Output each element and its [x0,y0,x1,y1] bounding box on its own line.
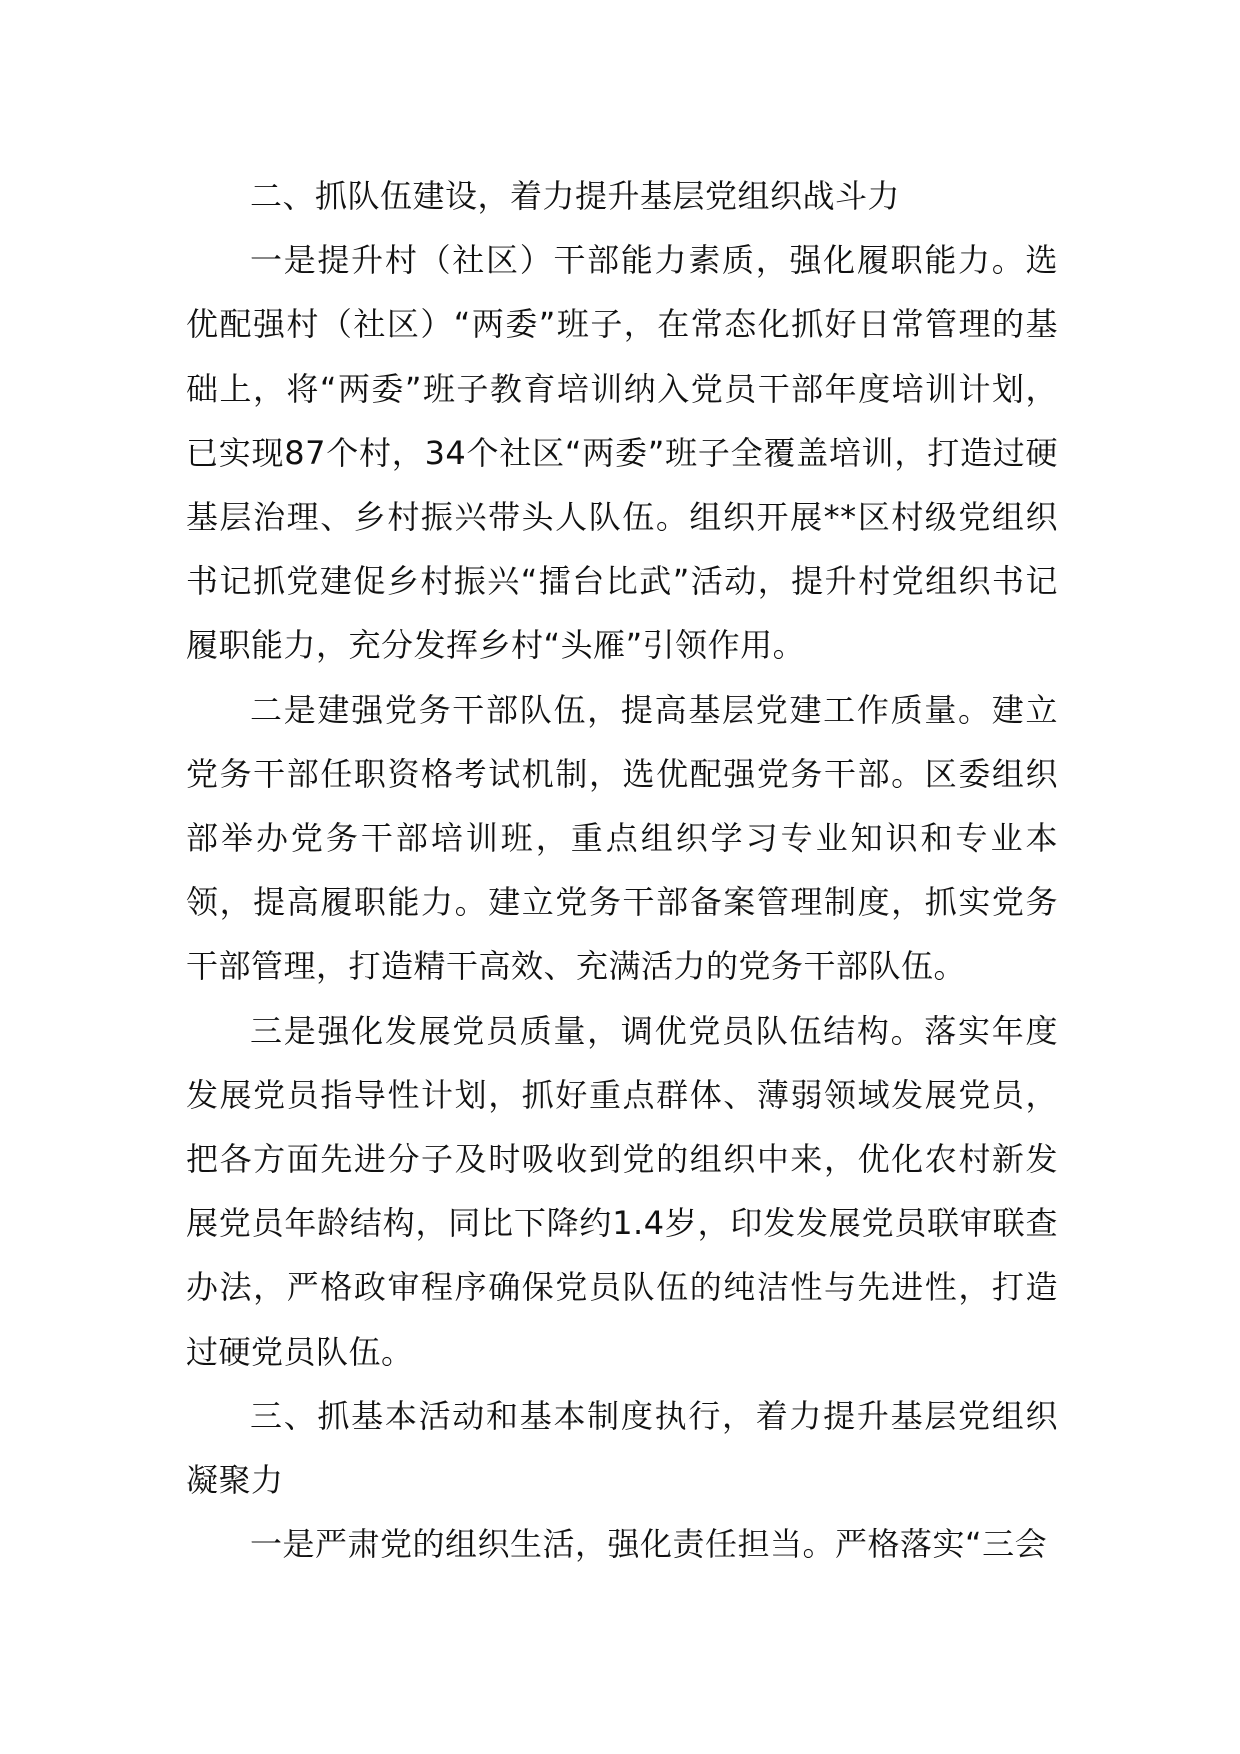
paragraph-party-member-quality: 三是强化发展党员质量，调优党员队伍结构。落实年度发展党员指导性计划，抓好重点群体、薄弱领域发展党员，把各方面先进分子及时吸收到党的组织中来，优化农村新发展党员年龄结构，同比下降约1.4岁，印发发展党员联审联查办法，严格政审程序确保党员队伍的纯洁性与先进性，打造过硬党员队伍。 [186,1011,1058,1371]
paragraph-party-affairs-cadres: 二是建强党务干部队伍，提高基层党建工作质量。建立党务干部任职资格考试机制，选优配强党务干部。区委组织部举办党务干部培训班，重点组织学习专业知识和专业本领，提高履职能力。建立党务干部备案管理制度，抓实党务干部管理，打造精干高效、充满活力的党务干部队伍。 [186,690,1058,986]
paragraph-organization-life: 一是严肃党的组织生活，强化责任担当。严格落实“三会 [250,1525,1048,1564]
paragraph-village-cadres: 一是提升村（社区）干部能力素质，强化履职能力。选优配强村（社区）“两委”班子，在常态化抓好日常管理的基础上，将“两委”班子教育培训纳入党员干部年度培训计划，已实现87个村，34个社区“两委”班子全覆盖培训，打造过硬基层治理、乡村振兴带头人队伍。组织开展**区村级党组织书记抓党建促乡村振兴“擂台比武”活动，提升村党组织书记履职能力，充分发挥乡村“头雁”引领作用。 [186,241,1058,665]
section-heading-three: 三、抓基本活动和基本制度执行，着力提升基层党组织凝聚力 [186,1396,1058,1500]
document-body [186,164,1058,1576]
section-heading-two: 二、抓队伍建设，着力提升基层党组织战斗力 [250,177,901,215]
